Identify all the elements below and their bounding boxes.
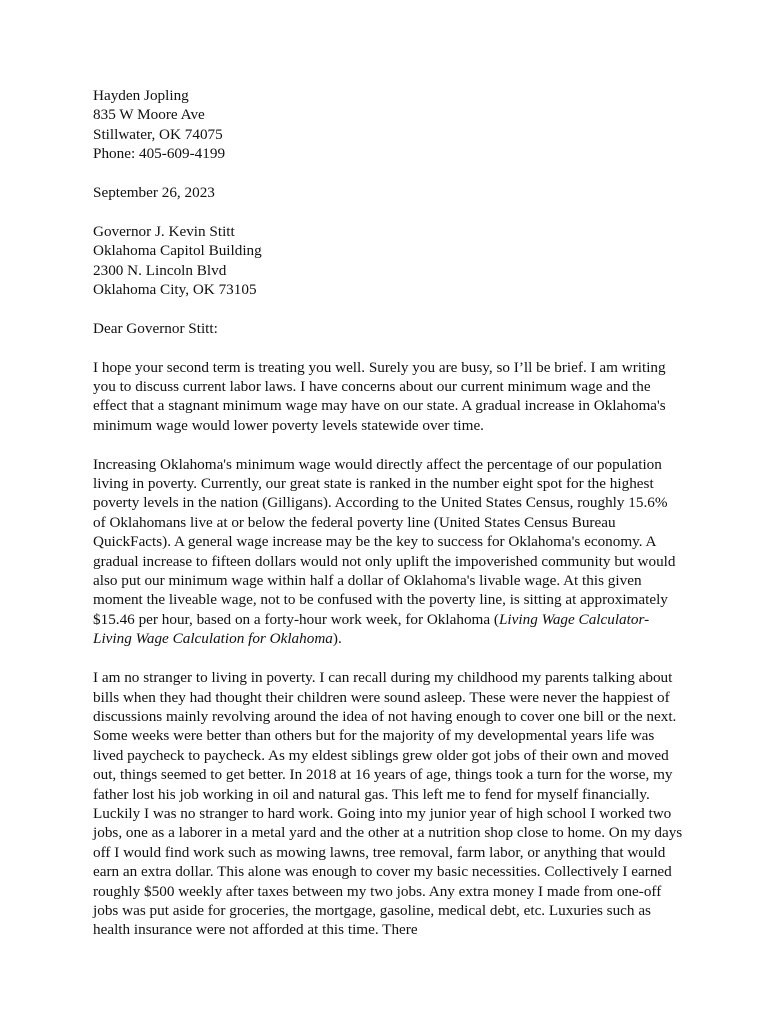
recipient-name: Governor J. Kevin Stitt	[93, 222, 235, 240]
date-text: September 26, 2023	[93, 184, 215, 202]
sender-city: Stillwater, OK 74075	[93, 125, 223, 143]
recipient-city: Oklahoma City, OK 73105	[93, 281, 257, 299]
letter-content	[93, 86, 683, 959]
recipient-building: Oklahoma Capitol Building	[93, 242, 262, 260]
recipient-address	[93, 222, 683, 300]
body-paragraph-1: I hope your second term is treating you well. Surely you are busy, so I’ll be brief. I am writing you to discuss current labor laws. I have concerns about our current minimum wage and the effect that a stagnant minimum wage may have on our state. A gradual increase in Oklahoma's minimum wage would lower poverty levels statewide over time.	[93, 358, 666, 434]
sender-street: 835 W Moore Ave	[93, 106, 205, 124]
recipient-street: 2300 N. Lincoln Blvd	[93, 261, 227, 279]
sender-name: Hayden Jopling	[93, 87, 189, 104]
paragraph-2-end: ).	[332, 630, 342, 648]
salutation	[93, 319, 683, 338]
paragraph-2-citation-title: Living Wage Calculator-Living Wage Calculation for Oklahoma	[93, 610, 650, 648]
sender-address	[93, 86, 683, 164]
body-paragraph-3: I am no stranger to living in poverty. I can recall during my childhood my parents talking about bills when they had thought their children were sound asleep. These were never the happiest of discussions mainly revolving around the idea of not having enough to cover one bill or the next. Some weeks were better than others but for the majority of my developmental years life was lived paycheck to paycheck. As my eldest siblings grew older got jobs of their own and moved out, things seemed to get better. In 2018 at 16 years of age, things took a turn for the worse, my father lost his job working in oil and natural gas. This left me to fend for myself financially. Luckily I was no stranger to hard work. Going into my junior year of high school I worked two jobs, one as a laborer in a metal yard and the other at a nutrition shop close to home. On my days off I would find work such as mowing lawns, tree removal, farm labor, or anything that would earn an extra dollar. This alone was enough to cover my basic necessities. Collectively I earned roughly $500 weekly after taxes between my two jobs. Any extra money I made from one-off jobs was put aside for groceries, the mortgage, gasoline, medical debt, etc. Luxuries such as health insurance were not afforded at this time. There	[93, 669, 683, 939]
letter-date	[93, 183, 683, 202]
paragraph-2-text: Increasing Oklahoma's minimum wage would directly affect the percentage of our population living in poverty. Currently, our great state is ranked in the number eight spot for the highest poverty levels in the nation (Gilligans). According to the United States Census, roughly 15.6% of Oklahomans live at or below the federal poverty line (United States Census Bureau QuickFacts). A general wage increase may be the key to success for Oklahoma's economy. A gradual increase to fifteen dollars would not only uplift the impoverished community but would also put our minimum wage within half a dollar of Oklahoma's livable wage. At this given moment the liveable wage, not to be confused with the poverty line, is sitting at approximately $15.46 per hour, based on a forty-hour work week, for Oklahoma (	[93, 455, 676, 628]
salutation-text: Dear Governor Stitt:	[93, 319, 218, 337]
body-paragraph-2	[93, 455, 683, 649]
sender-phone: Phone: 405-609-4199	[93, 145, 226, 163]
